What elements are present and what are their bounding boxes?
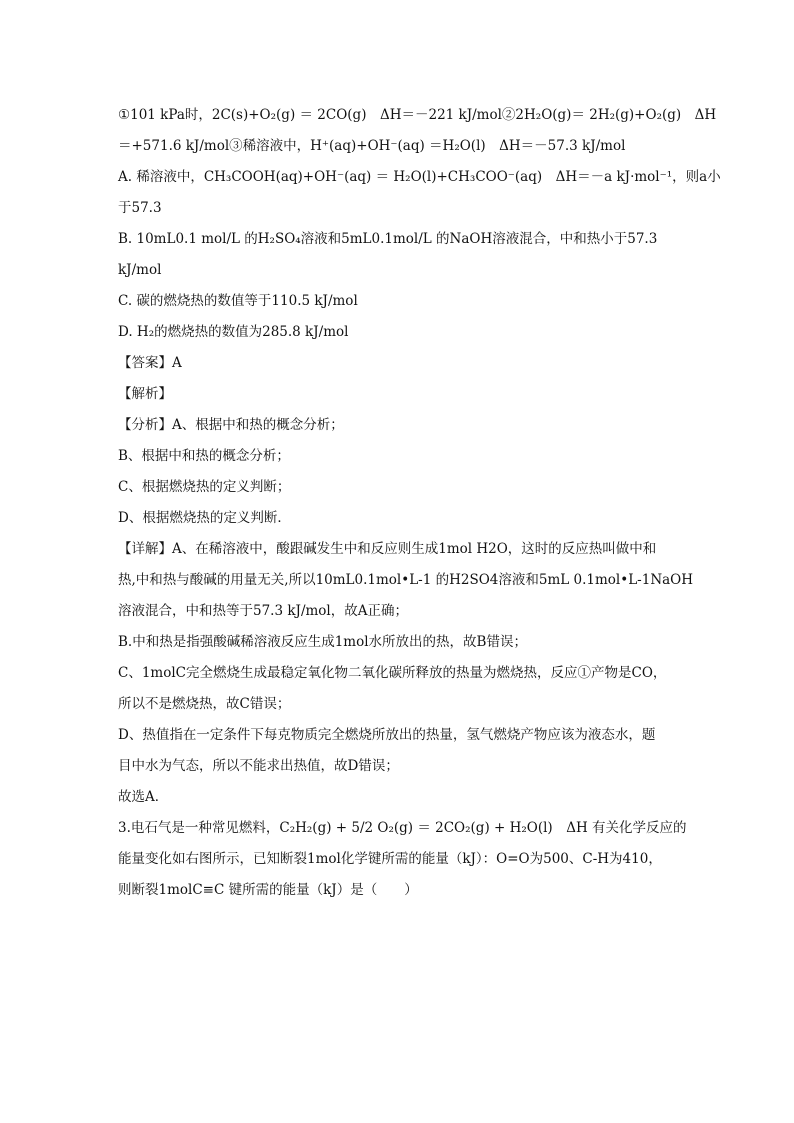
detail-line-8: 目中水为气态，所以不能求出热值，故D错误； xyxy=(118,758,399,774)
option-c: C. 碳的燃烧热的数值等于110.5 kJ/mol xyxy=(118,293,358,309)
option-a-line-1: A. 稀溶液中，CH₃COOH(aq)+OH⁻(aq) ＝ H₂O(l)+CH₃COO⁻(aq) ΔH＝－a kJ·mol⁻¹，则a小 xyxy=(118,169,721,185)
option-a-line-2: 于57.3 xyxy=(118,200,162,216)
detail-line-1: 【详解】A、在稀溶液中，酸跟碱发生中和反应则生成1mol H2O，这时的反应热叫做中和 xyxy=(118,541,657,557)
text-line-1: ①101 kPa时，2C(s)+O₂(g) ＝ 2CO(g) ΔH＝－221 kJ/mol②2H₂O(g)＝ 2H₂(g)+O₂(g) ΔH xyxy=(118,107,717,123)
analysis-heading: 【解析】 xyxy=(118,386,172,402)
question-3-line-1: 3.电石气是一种常见燃料，C₂H₂(g) + 5/2 O₂(g) ＝ 2CO₂(g) + H₂O(l) ΔH 有关化学反应的 xyxy=(118,820,687,836)
choice-line: 故选A． xyxy=(118,789,169,805)
detail-line-4: B.中和热是指强酸碱稀溶液反应生成1mol水所放出的热，故B错误； xyxy=(118,634,527,650)
detail-line-7: D、热值指在一定条件下每克物质完全燃烧所放出的热量，氢气燃烧产物应该为液态水，题 xyxy=(118,727,656,743)
detail-line-3: 溶液混合，中和热等于57.3 kJ/mol，故A正确； xyxy=(118,603,408,619)
analysis-a: 【分析】A、根据中和热的概念分析； xyxy=(118,417,344,433)
option-d: D. H₂的燃烧热的数值为285.8 kJ/mol xyxy=(118,324,349,340)
question-3-line-3: 则断裂1molC≡C 键所需的能量（kJ）是（ ） xyxy=(118,882,418,898)
question-3-line-2: 能量变化如右图所示，已知断裂1mol化学键所需的能量（kJ）：O=O为500、C-H为410， xyxy=(118,851,662,867)
document-page xyxy=(118,100,721,906)
answer-line: 【答案】A xyxy=(118,355,182,371)
option-b-line-2: kJ/mol xyxy=(118,262,162,278)
option-b-line-1: B. 10mL0.1 mol/L 的H₂SO₄溶液和5mL0.1mol/L 的NaOH溶液混合，中和热小于57.3 xyxy=(118,231,658,247)
detail-line-5: C、1molC完全燃烧生成最稳定氧化物二氧化碳所释放的热量为燃烧热，反应①产物是CO， xyxy=(118,665,667,681)
detail-line-2: 热,中和热与酸碱的用量无关,所以10mL0.1mol•L-1 的H2SO4溶液和5mL 0.1mol•L-1NaOH xyxy=(118,572,694,588)
analysis-b: B、根据中和热的概念分析； xyxy=(118,448,290,464)
detail-line-6: 所以不是燃烧热，故C错误； xyxy=(118,696,291,712)
analysis-c: C、根据燃烧热的定义判断； xyxy=(118,479,291,495)
text-line-2: ＝+571.6 kJ/mol③稀溶液中，H⁺(aq)+OH⁻(aq) ＝H₂O(l) ΔH＝－57.3 kJ/mol xyxy=(118,138,626,154)
analysis-d: D、根据燃烧热的定义判断． xyxy=(118,510,291,526)
